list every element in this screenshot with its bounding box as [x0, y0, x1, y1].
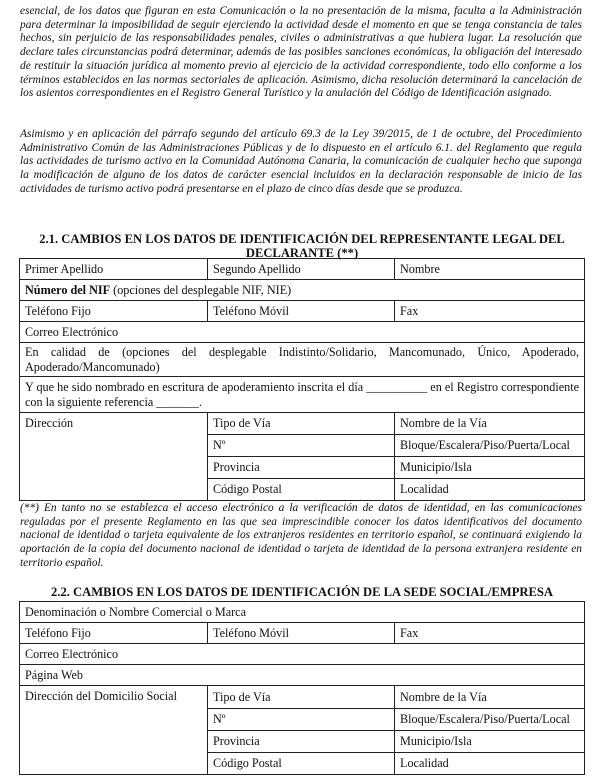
bloque-field[interactable]: Bloque/Escalera/Piso/Puerta/Local	[395, 435, 585, 457]
table-row	[20, 623, 585, 644]
table-row	[20, 686, 585, 709]
table-row	[20, 413, 585, 435]
nombramiento-field[interactable]: Y que he sido nombrado en escritura de apoderamiento inscrita el día __________ en el Registro correspondiente con la siguiente referencia _______.	[20, 377, 585, 413]
representative-form-table	[19, 258, 585, 501]
identity-note: (**) En tanto no se establezca el acceso electrónico a la verificación de datos de identidad, en las comunicaciones reguladas por el presente Reglamento en las que sea imprescindible conocer los datos identificativos del documento nacional de identidad o tarjeta equivalente de los extranjeros residentes en territorio español, se continuará exigiendo la aportación de la copia del documento nacional de identidad o tarjeta de identidad de la persona extranjera residente en territorio español.	[20, 502, 582, 569]
direccion-label: Dirección	[20, 413, 208, 501]
nif-label: Número del NIF	[25, 282, 111, 297]
codigo-postal-field[interactable]: Código Postal	[208, 753, 395, 775]
table-row	[20, 665, 585, 686]
nombre-field[interactable]: Nombre	[395, 259, 585, 280]
bloque-field[interactable]: Bloque/Escalera/Piso/Puerta/Local	[395, 709, 585, 731]
denominacion-field[interactable]: Denominación o Nombre Comercial o Marca	[20, 602, 585, 623]
codigo-postal-field[interactable]: Código Postal	[208, 479, 395, 501]
table-row	[20, 377, 585, 413]
table-row	[20, 644, 585, 665]
intro-paragraph-deadline: Asimismo y en aplicación del párrafo segundo del artículo 69.3 de la Ley 39/2015, de 1 de octubre, del Procedimiento Administrativo Común de las Administraciones Públicas y de lo dispuesto en el artículo 6.1. del Reglamento que regula las actividades de turismo activo en la Comunidad Autónoma Canaria, la comunicación de cualquier hecho que suponga la modificación de alguno de los datos de carácter esencial incluidos en la declaración responsable de inicio de las actividades de turismo activo podrá presentarse en el plazo de cinco días desde que se produzca.	[20, 128, 582, 195]
telefono-fijo-field[interactable]: Teléfono Fijo	[20, 301, 208, 322]
table-row	[20, 280, 585, 301]
intro-paragraph-consequences: esencial, de los datos que figuran en esta Comunicación o la no presentación de la misma, faculta a la Administración para determinar la imposibilidad de seguir ejerciendo la actividad desde el momento en que se tenga constancia de tales hechos, sin perjuicio de las responsabilidades penales, civiles o administrativas a que hubiera lugar. La resolución que declare tales circunstancias podrá determinar, además de las posibles sanciones económicas, la obligación del interesado de restituir la situación jurídica al momento previo al ejercicio de la actividad correspondiente, todo ello conforme a los términos establecidos en las normas sectoriales de aplicación. Asimismo, dicha resolución determinará la cancelación de los asientos correspondientes en el Registro General Turístico y la anulación del Código de Identificación asignado.	[20, 5, 582, 100]
correo-field[interactable]: Correo Electrónico	[20, 322, 585, 343]
table-row	[20, 322, 585, 343]
table-row	[20, 343, 585, 377]
company-form-table	[19, 601, 585, 775]
municipio-field[interactable]: Municipio/Isla	[395, 457, 585, 479]
nombre-via-field[interactable]: Nombre de la Vía	[395, 413, 585, 435]
table-row	[20, 259, 585, 280]
section-2-1-title: 2.1. CAMBIOS EN LOS DATOS DE IDENTIFICACIÓN DEL REPRESENTANTE LEGAL DEL DECLARANTE (**)	[39, 232, 565, 260]
table-row	[20, 602, 585, 623]
fax-field[interactable]: Fax	[395, 623, 585, 644]
localidad-field[interactable]: Localidad	[395, 753, 585, 775]
nombre-via-field[interactable]: Nombre de la Vía	[395, 686, 585, 709]
telefono-movil-field[interactable]: Teléfono Móvil	[208, 623, 395, 644]
localidad-field[interactable]: Localidad	[395, 479, 585, 501]
correo-field[interactable]: Correo Electrónico	[20, 644, 585, 665]
telefono-fijo-field[interactable]: Teléfono Fijo	[20, 623, 208, 644]
en-calidad-field[interactable]: En calidad de (opciones del desplegable Indistinto/Solidario, Mancomunado, Único, Apoderado, Apoderado/Mancomunado)	[20, 343, 585, 377]
pagina-web-field[interactable]: Página Web	[20, 665, 585, 686]
numero-field[interactable]: Nº	[208, 435, 395, 457]
municipio-field[interactable]: Municipio/Isla	[395, 731, 585, 753]
segundo-apellido-field[interactable]: Segundo Apellido	[208, 259, 395, 280]
table-row	[20, 301, 585, 322]
telefono-movil-field[interactable]: Teléfono Móvil	[208, 301, 395, 322]
tipo-via-field[interactable]: Tipo de Vía	[208, 413, 395, 435]
nif-options: (opciones del desplegable NIF, NIE)	[110, 282, 292, 297]
provincia-field[interactable]: Provincia	[208, 731, 395, 753]
numero-field[interactable]: Nº	[208, 709, 395, 731]
fax-field[interactable]: Fax	[395, 301, 585, 322]
section-2-2-title: 2.2. CAMBIOS EN LOS DATOS DE IDENTIFICACIÓN DE LA SEDE SOCIAL/EMPRESA	[51, 585, 553, 599]
tipo-via-field[interactable]: Tipo de Vía	[208, 686, 395, 709]
provincia-field[interactable]: Provincia	[208, 457, 395, 479]
nif-field[interactable]	[20, 280, 585, 301]
direccion-domicilio-label: Dirección del Domicilio Social	[20, 686, 208, 775]
primer-apellido-field[interactable]: Primer Apellido	[20, 259, 208, 280]
